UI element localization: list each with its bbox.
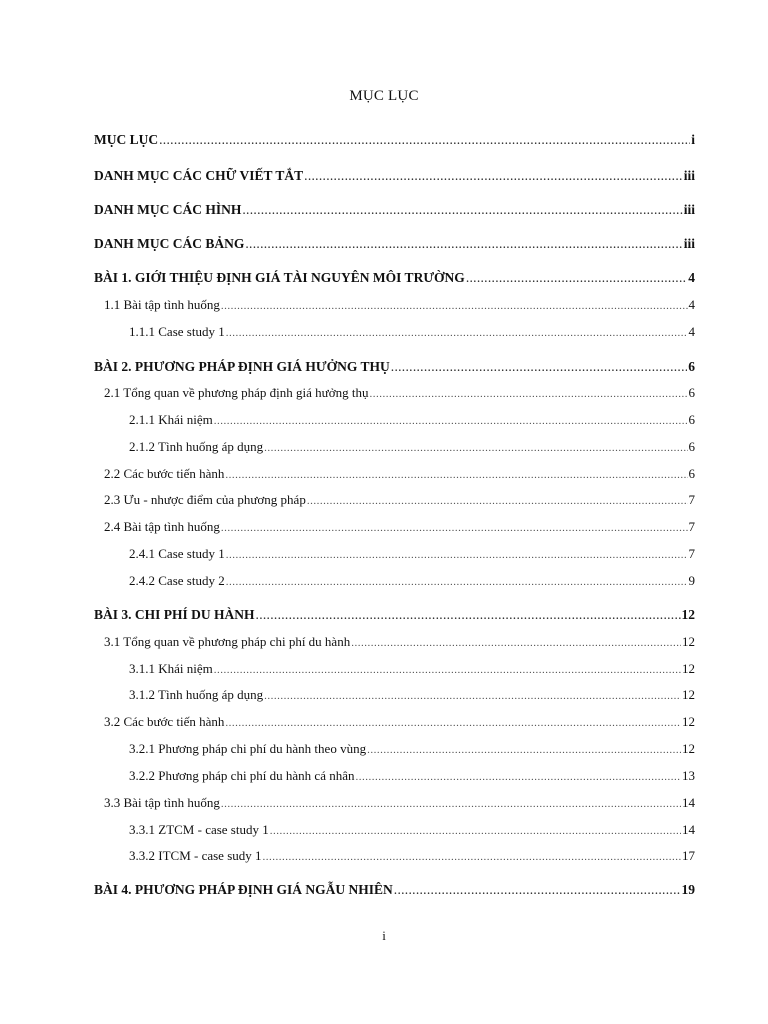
toc-entry[interactable]: [129, 572, 695, 591]
toc-entry-page: 12: [682, 741, 695, 756]
toc-entry-page: iii: [683, 168, 695, 183]
toc-entry-label: 2.4.2 Case study 2: [129, 573, 225, 588]
toc-entry-page: 12: [682, 714, 695, 729]
toc-entry-page: 14: [682, 795, 695, 810]
toc-entry-page: 6: [688, 439, 695, 454]
dot-leader: [270, 822, 681, 840]
toc-entry-page: 6: [688, 359, 695, 374]
toc-entry-label: 3.2.2 Phương pháp chi phí du hành cá nhân: [129, 768, 355, 783]
toc-entry-label: 3.1.1 Khái niệm: [129, 661, 213, 676]
toc-entry-label: 2.4.1 Case study 1: [129, 546, 225, 561]
dot-leader: [245, 235, 682, 253]
toc-entry[interactable]: [104, 296, 695, 315]
toc-entry-page: iii: [683, 236, 695, 251]
dot-leader: [394, 881, 681, 899]
toc-entry-page: 7: [688, 546, 695, 561]
toc-entry-label: 3.1 Tổng quan về phương pháp chi phí du hành: [104, 634, 351, 649]
toc-entry-page: 12: [681, 607, 695, 622]
toc-entry-label: 3.1.2 Tình huống áp dụng: [129, 687, 264, 702]
toc-entry[interactable]: [129, 438, 695, 457]
toc-entry-label: 3.3.2 ITCM - case sudy 1: [129, 848, 262, 863]
toc-entry-label: BÀI 1. GIỚI THIỆU ĐỊNH GIÁ TÀI NGUYÊN MÔI TRƯỜNG: [94, 270, 465, 285]
toc-entry-label: 2.3 Ưu - nhược điểm của phương pháp: [104, 492, 306, 507]
toc-entry-page: 6: [688, 412, 695, 427]
toc-entry-label: BÀI 3. CHI PHÍ DU HÀNH: [94, 607, 255, 622]
toc-entry[interactable]: [129, 660, 695, 679]
toc-entry-page: iii: [683, 202, 695, 217]
toc-entry[interactable]: [129, 740, 695, 759]
toc-entry-label: 3.3 Bài tập tình huống: [104, 795, 220, 810]
dot-leader: [391, 358, 687, 376]
dot-leader: [225, 466, 687, 484]
toc-entry-page: 12: [682, 634, 695, 649]
dot-leader: [304, 167, 683, 185]
toc-entry[interactable]: [94, 131, 695, 149]
toc-entry-label: 2.4 Bài tập tình huống: [104, 519, 220, 534]
toc-entry-page: 13: [682, 768, 695, 783]
toc-entry-page: i: [691, 132, 695, 147]
toc-entry[interactable]: [104, 633, 695, 652]
dot-leader: [225, 714, 681, 732]
dot-leader: [307, 492, 688, 510]
toc-entry[interactable]: [129, 545, 695, 564]
toc-entry-label: 1.1.1 Case study 1: [129, 324, 225, 339]
toc-entry[interactable]: [94, 201, 695, 219]
toc-entry[interactable]: [129, 821, 695, 840]
dot-leader: [256, 606, 681, 624]
dot-leader: [214, 661, 681, 679]
page-number: i: [382, 928, 386, 943]
toc-entry[interactable]: [94, 881, 695, 899]
toc-entry-page: 4: [688, 297, 695, 312]
toc-entry-label: 2.1.2 Tình huống áp dụng: [129, 439, 264, 454]
toc-entry-label: 2.1.1 Khái niệm: [129, 412, 213, 427]
toc-entry-page: 17: [682, 848, 695, 863]
dot-leader: [221, 795, 681, 813]
toc-entry-label: 2.2 Các bước tiến hành: [104, 466, 225, 481]
toc-entry-page: 4: [688, 270, 695, 285]
toc-entry[interactable]: [104, 491, 695, 510]
page-title: MỤC LỤC: [349, 88, 419, 104]
toc-entry-page: 7: [688, 519, 695, 534]
dot-leader: [466, 269, 687, 287]
dot-leader: [221, 519, 688, 537]
toc-entry[interactable]: [94, 606, 695, 624]
dot-leader: [369, 385, 687, 403]
toc-entry-label: 1.1 Bài tập tình huống: [104, 297, 220, 312]
dot-leader: [263, 848, 681, 866]
toc-entry-label: DANH MỤC CÁC BẢNG: [94, 236, 245, 251]
dot-leader: [367, 741, 681, 759]
dot-leader: [221, 297, 688, 315]
toc-entry-label: MỤC LỤC: [94, 132, 159, 147]
toc-entry[interactable]: [104, 794, 695, 813]
toc-entry-page: 6: [688, 385, 695, 400]
toc-entry-page: 6: [688, 466, 695, 481]
toc-entry-label: BÀI 2. PHƯƠNG PHÁP ĐỊNH GIÁ HƯỞNG THỤ: [94, 359, 390, 374]
toc-entry-label: 3.2 Các bước tiến hành: [104, 714, 225, 729]
toc-entry[interactable]: [129, 767, 695, 786]
dot-leader: [159, 131, 690, 149]
dot-leader: [226, 546, 688, 564]
toc-entry[interactable]: [129, 847, 695, 866]
dot-leader: [264, 687, 681, 705]
toc-entry[interactable]: [129, 686, 695, 705]
dot-leader: [351, 634, 681, 652]
dot-leader: [226, 573, 688, 591]
dot-leader: [356, 768, 682, 786]
toc-entry-label: BÀI 4. PHƯƠNG PHÁP ĐỊNH GIÁ NGẪU NHIÊN: [94, 882, 393, 897]
toc-entry[interactable]: [104, 713, 695, 732]
toc-entry-page: 12: [682, 687, 695, 702]
toc-entry[interactable]: [94, 358, 695, 376]
toc-entry[interactable]: [94, 235, 695, 253]
toc-entry-label: 3.2.1 Phương pháp chi phí du hành theo vùng: [129, 741, 367, 756]
toc-entry-page: 12: [682, 661, 695, 676]
dot-leader: [226, 324, 688, 342]
toc-entry[interactable]: [94, 269, 695, 287]
toc-entry-label: DANH MỤC CÁC HÌNH: [94, 202, 242, 217]
toc-entry[interactable]: [104, 518, 695, 537]
toc-entry-page: 9: [688, 573, 695, 588]
toc-entry-page: 4: [688, 324, 695, 339]
toc-entry-label: 3.3.1 ZTCM - case study 1: [129, 822, 269, 837]
toc-entry-page: 14: [682, 822, 695, 837]
toc-entry[interactable]: [104, 384, 695, 403]
toc-entry-page: 19: [681, 882, 695, 897]
dot-leader: [264, 439, 687, 457]
toc-entry[interactable]: [104, 465, 695, 484]
toc-entry-page: 7: [688, 492, 695, 507]
toc-entry[interactable]: [129, 411, 695, 430]
toc-entry-label: 2.1 Tổng quan về phương pháp định giá hưởng thụ: [104, 385, 369, 400]
dot-leader: [214, 412, 688, 430]
toc-entry[interactable]: [94, 167, 695, 185]
toc-entry-label: DANH MỤC CÁC CHỮ VIẾT TẮT: [94, 168, 304, 183]
toc-entry[interactable]: [129, 323, 695, 342]
dot-leader: [242, 201, 682, 219]
